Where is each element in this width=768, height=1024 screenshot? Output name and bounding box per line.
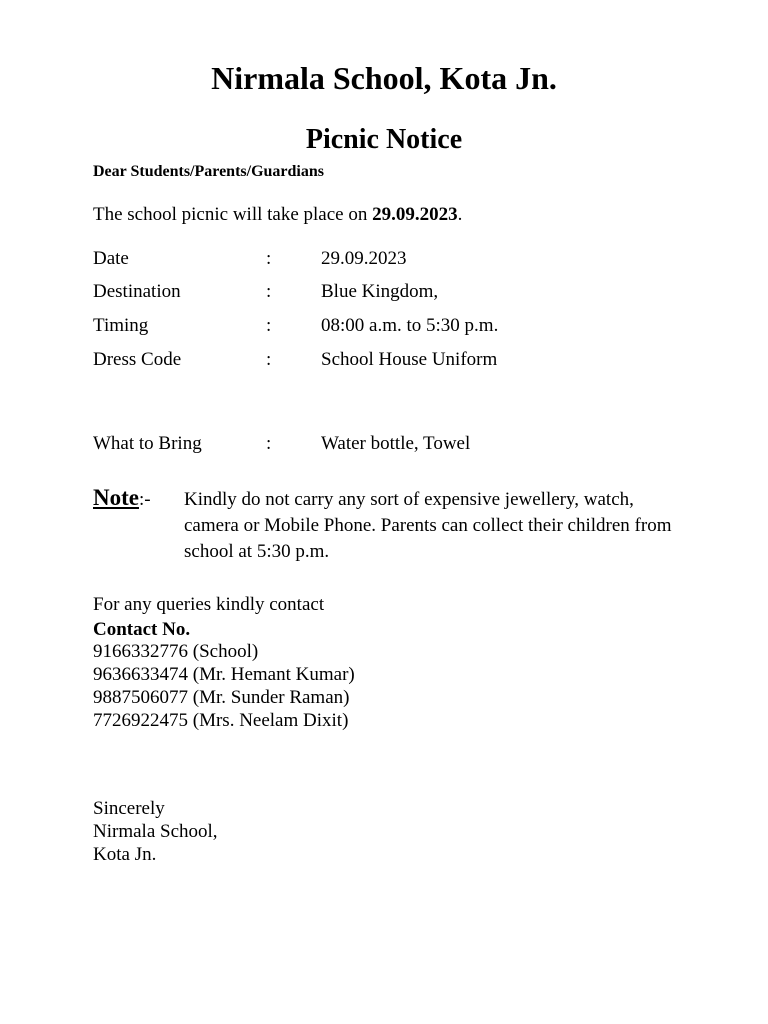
detail-value: Blue Kingdom, (321, 281, 439, 302)
detail-colon: : (266, 281, 272, 302)
contact-item: 9636633474 (Mr. Hemant Kumar) (93, 664, 355, 685)
detail-row-date (93, 246, 693, 272)
closing-line: Sincerely (93, 798, 165, 819)
note-suffix: :- (138, 489, 151, 510)
notice-title: Picnic Notice (305, 124, 463, 155)
detail-value: 29.09.2023 (321, 248, 407, 269)
closing-signature (93, 797, 218, 866)
note-text: Kindly do not carry any sort of expensive jewellery, watch, camera or Mobile Phone. Parents can collect their children from school at 5:30 p.m. (184, 489, 672, 562)
detail-label: Timing (93, 315, 149, 336)
contact-list (93, 640, 355, 732)
detail-label: Date (93, 248, 129, 269)
detail-row-timing (93, 313, 693, 339)
school-title: Nirmala School, Kota Jn. (211, 60, 557, 96)
detail-colon: : (266, 433, 272, 454)
detail-label: Destination (93, 281, 181, 302)
salutation: Dear Students/Parents/Guardians (93, 163, 324, 180)
closing-line: Kota Jn. (93, 844, 157, 865)
detail-colon: : (266, 248, 272, 269)
intro-text-after: . (457, 204, 463, 225)
detail-value: School House Uniform (321, 349, 498, 370)
intro-sentence (93, 202, 462, 228)
intro-text-before: The school picnic will take place on (93, 204, 373, 225)
detail-row-dress-code (93, 347, 693, 373)
intro-date: 29.09.2023 (372, 204, 458, 225)
contact-heading: Contact No. (93, 619, 191, 640)
contact-item: 7726922475 (Mrs. Neelam Dixit) (93, 710, 349, 731)
detail-value: Water bottle, Towel (321, 433, 471, 454)
closing-line: Nirmala School, (93, 821, 218, 842)
contact-item: 9166332776 (School) (93, 641, 259, 662)
detail-row-destination (93, 279, 693, 305)
note-heading (93, 485, 151, 513)
detail-row-what-to-bring (93, 431, 693, 457)
contact-item: 9887506077 (Mr. Sunder Raman) (93, 687, 350, 708)
detail-label: Dress Code (93, 349, 182, 370)
queries-text: For any queries kindly contact (93, 594, 325, 615)
detail-value: 08:00 a.m. to 5:30 p.m. (321, 315, 499, 336)
note-word: Note (93, 485, 139, 510)
detail-colon: : (266, 349, 272, 370)
detail-colon: : (266, 315, 272, 336)
detail-label: What to Bring (93, 433, 202, 454)
